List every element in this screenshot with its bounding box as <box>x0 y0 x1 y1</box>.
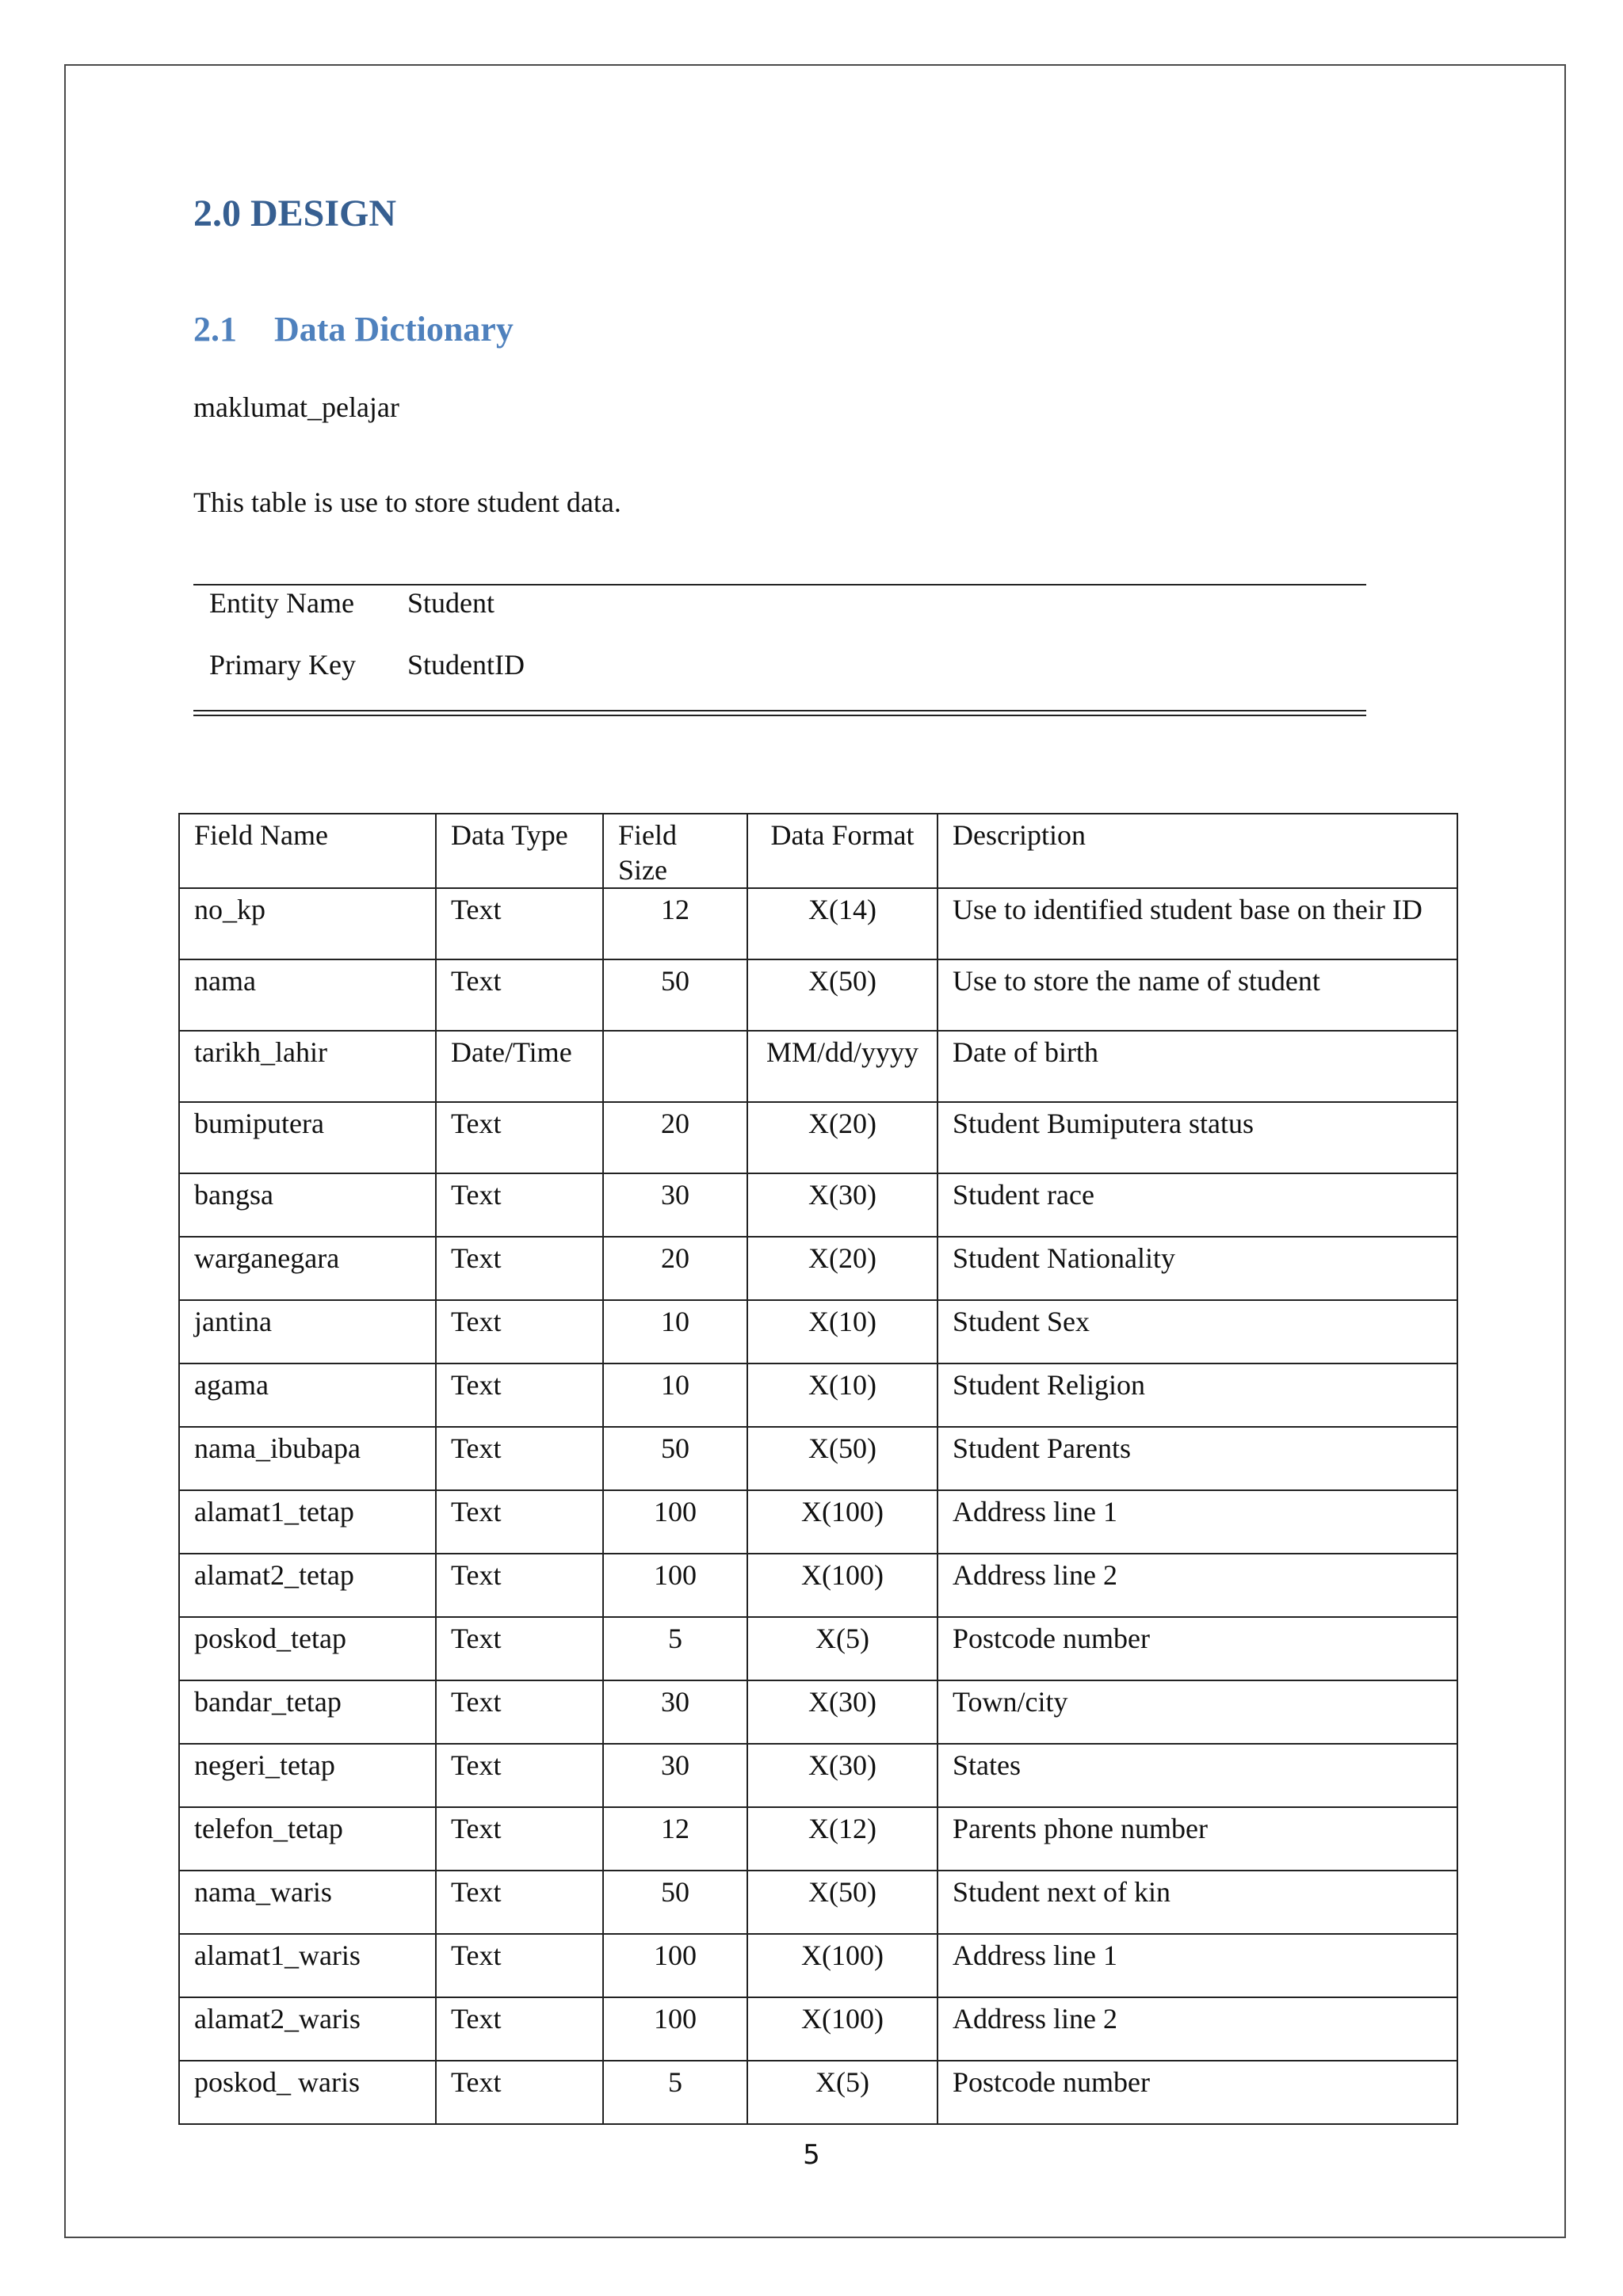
cell-field-name: agama <box>179 1363 436 1427</box>
cell-field-name: negeri_tetap <box>179 1744 436 1807</box>
cell-field-name: bangsa <box>179 1173 436 1237</box>
cell-data-format: X(10) <box>747 1300 938 1363</box>
cell-field-name: bandar_tetap <box>179 1680 436 1744</box>
cell-description: Use to identified student base on their ID <box>938 888 1457 959</box>
cell-data-type: Date/Time <box>436 1031 603 1102</box>
cell-data-type: Text <box>436 2061 603 2124</box>
cell-data-format: X(14) <box>747 888 938 959</box>
data-dictionary-table <box>178 813 1458 2125</box>
cell-data-format: X(100) <box>747 1934 938 1997</box>
cell-field-size: 30 <box>603 1173 747 1237</box>
cell-data-type: Text <box>436 1680 603 1744</box>
cell-data-type: Text <box>436 1744 603 1807</box>
cell-description: Student Sex <box>938 1300 1457 1363</box>
data-dictionary-body <box>179 814 1457 2124</box>
table-row <box>179 1554 1457 1617</box>
cell-field-size: 50 <box>603 1871 747 1934</box>
cell-field-name: jantina <box>179 1300 436 1363</box>
table-row <box>179 1807 1457 1871</box>
entity-name-row <box>209 586 495 620</box>
cell-field-size: 10 <box>603 1363 747 1427</box>
table-row <box>179 1102 1457 1173</box>
cell-data-format: X(30) <box>747 1680 938 1744</box>
cell-description: Date of birth <box>938 1031 1457 1102</box>
cell-description: Town/city <box>938 1680 1457 1744</box>
cell-field-name: alamat2_waris <box>179 1997 436 2061</box>
cell-field-name: bumiputera <box>179 1102 436 1173</box>
cell-data-type: Text <box>436 1871 603 1934</box>
cell-field-size: 50 <box>603 1427 747 1490</box>
cell-description: Student Religion <box>938 1363 1457 1427</box>
table-row <box>179 1680 1457 1744</box>
cell-field-size: 20 <box>603 1102 747 1173</box>
header-description: Description <box>938 814 1457 888</box>
cell-description: Student Bumiputera status <box>938 1102 1457 1173</box>
cell-field-size: 5 <box>603 1617 747 1680</box>
cell-data-format: X(10) <box>747 1363 938 1427</box>
table-name: maklumat_pelajar <box>193 391 399 423</box>
cell-data-type: Text <box>436 888 603 959</box>
cell-field-size: 100 <box>603 1997 747 2061</box>
section-heading: 2.0 DESIGN <box>193 193 397 235</box>
cell-data-format: X(20) <box>747 1102 938 1173</box>
cell-description: Student Parents <box>938 1427 1457 1490</box>
cell-field-size: 50 <box>603 959 747 1031</box>
cell-data-format: X(20) <box>747 1237 938 1300</box>
cell-data-format: X(50) <box>747 1427 938 1490</box>
cell-field-size: 20 <box>603 1237 747 1300</box>
cell-data-type: Text <box>436 1102 603 1173</box>
cell-data-type: Text <box>436 1237 603 1300</box>
table-row <box>179 1617 1457 1680</box>
cell-field-name: poskod_tetap <box>179 1617 436 1680</box>
table-row <box>179 1427 1457 1490</box>
entity-top-rule <box>193 584 1366 585</box>
cell-data-format: X(30) <box>747 1744 938 1807</box>
cell-field-size <box>603 1031 747 1102</box>
cell-data-type: Text <box>436 1934 603 1997</box>
cell-field-name: alamat2_tetap <box>179 1554 436 1617</box>
primary-key-row <box>209 648 525 681</box>
table-row <box>179 2061 1457 2124</box>
cell-data-type: Text <box>436 1554 603 1617</box>
cell-data-type: Text <box>436 1490 603 1554</box>
cell-field-name: nama_ibubapa <box>179 1427 436 1490</box>
table-row <box>179 1871 1457 1934</box>
table-description: This table is use to store student data. <box>193 486 621 518</box>
table-row <box>179 1744 1457 1807</box>
cell-data-type: Text <box>436 959 603 1031</box>
cell-field-size: 30 <box>603 1680 747 1744</box>
cell-description: Student race <box>938 1173 1457 1237</box>
entity-name-value: Student <box>407 587 495 619</box>
cell-data-format: X(12) <box>747 1807 938 1871</box>
cell-data-format: X(5) <box>747 2061 938 2124</box>
cell-description: Postcode number <box>938 1617 1457 1680</box>
cell-description: Student Nationality <box>938 1237 1457 1300</box>
cell-description: Address line 2 <box>938 1997 1457 2061</box>
table-row <box>179 1490 1457 1554</box>
cell-field-size: 12 <box>603 888 747 959</box>
table-row <box>179 1934 1457 1997</box>
cell-data-format: MM/dd/yyyy <box>747 1031 938 1102</box>
cell-data-format: X(100) <box>747 1997 938 2061</box>
entity-bottom-rule <box>193 710 1366 716</box>
subsection-title: Data Dictionary <box>274 310 514 349</box>
table-row <box>179 1363 1457 1427</box>
cell-data-format: X(100) <box>747 1554 938 1617</box>
cell-description: Address line 2 <box>938 1554 1457 1617</box>
entity-name-label: Entity Name <box>209 587 354 619</box>
cell-field-name: alamat1_tetap <box>179 1490 436 1554</box>
table-row <box>179 1300 1457 1363</box>
cell-description: States <box>938 1744 1457 1807</box>
primary-key-value: StudentID <box>407 649 525 681</box>
header-data-format: Data Format <box>747 814 938 888</box>
cell-field-name: alamat1_waris <box>179 1934 436 1997</box>
table-row <box>179 959 1457 1031</box>
cell-field-name: poskod_ waris <box>179 2061 436 2124</box>
table-row <box>179 1031 1457 1102</box>
cell-field-size: 30 <box>603 1744 747 1807</box>
cell-field-name: tarikh_lahir <box>179 1031 436 1102</box>
table-row <box>179 1997 1457 2061</box>
header-field-name: Field Name <box>179 814 436 888</box>
cell-data-format: X(100) <box>747 1490 938 1554</box>
cell-field-size: 100 <box>603 1490 747 1554</box>
cell-field-size: 10 <box>603 1300 747 1363</box>
cell-data-type: Text <box>436 1363 603 1427</box>
cell-description: Student next of kin <box>938 1871 1457 1934</box>
cell-field-name: no_kp <box>179 888 436 959</box>
cell-data-type: Text <box>436 1300 603 1363</box>
subsection-number: 2.1 <box>193 310 237 349</box>
subsection-heading <box>193 309 514 349</box>
cell-field-size: 5 <box>603 2061 747 2124</box>
cell-description: Postcode number <box>938 2061 1457 2124</box>
cell-field-name: warganegara <box>179 1237 436 1300</box>
cell-data-type: Text <box>436 1617 603 1680</box>
cell-description: Address line 1 <box>938 1490 1457 1554</box>
table-row <box>179 888 1457 959</box>
cell-data-type: Text <box>436 1427 603 1490</box>
table-row <box>179 1237 1457 1300</box>
header-data-type: Data Type <box>436 814 603 888</box>
cell-field-name: telefon_tetap <box>179 1807 436 1871</box>
table-row <box>179 1173 1457 1237</box>
cell-data-format: X(50) <box>747 1871 938 1934</box>
cell-description: Use to store the name of student <box>938 959 1457 1031</box>
page-number: 5 <box>803 2139 820 2171</box>
cell-field-size: 12 <box>603 1807 747 1871</box>
cell-data-type: Text <box>436 1997 603 2061</box>
cell-field-name: nama_waris <box>179 1871 436 1934</box>
header-field-size: Field Size <box>603 814 747 888</box>
primary-key-label: Primary Key <box>209 649 356 681</box>
cell-field-name: nama <box>179 959 436 1031</box>
cell-data-type: Text <box>436 1173 603 1237</box>
table-header-row <box>179 814 1457 888</box>
cell-description: Parents phone number <box>938 1807 1457 1871</box>
cell-field-size: 100 <box>603 1934 747 1997</box>
cell-data-format: X(50) <box>747 959 938 1031</box>
cell-data-format: X(30) <box>747 1173 938 1237</box>
cell-data-type: Text <box>436 1807 603 1871</box>
cell-data-format: X(5) <box>747 1617 938 1680</box>
cell-field-size: 100 <box>603 1554 747 1617</box>
cell-description: Address line 1 <box>938 1934 1457 1997</box>
